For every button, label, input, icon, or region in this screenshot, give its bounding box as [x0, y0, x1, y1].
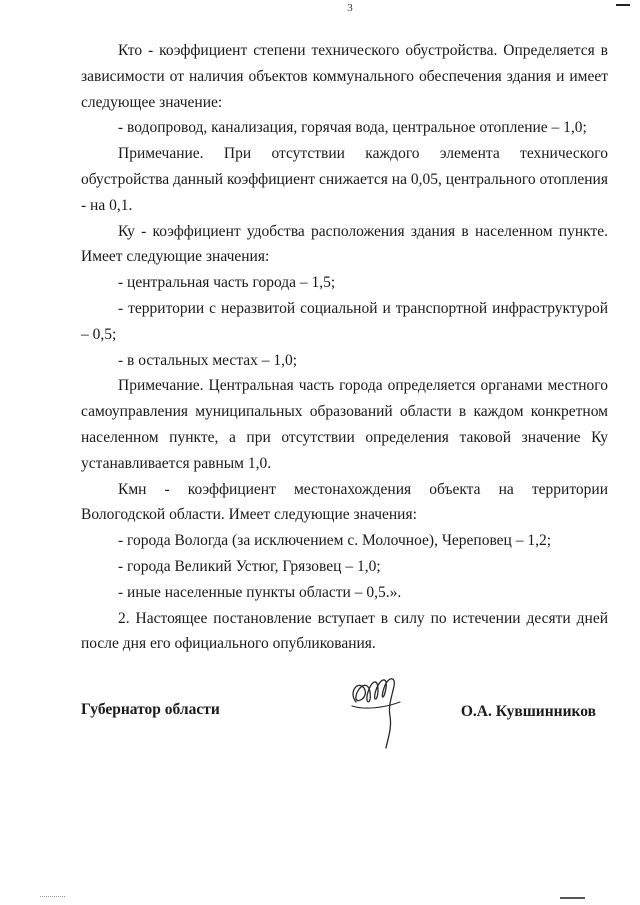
paragraph-kmn-vologda: - города Вологда (за исключением с. Молочное), Череповец – 1,2;: [118, 532, 552, 550]
paragraph-kmn-ustyug: - города Великий Устюг, Грязовец – 1,0;: [118, 557, 381, 575]
handwritten-signature: [344, 672, 414, 755]
corner-scan-mark: [616, 0, 630, 6]
paragraph-ku-undeveloped: - территории с неразвитой социальной и транспортной инфраструктурой – 0,5;: [81, 299, 608, 343]
bottom-scan-mark-right: [560, 895, 585, 899]
paragraph-kto-note: Примечание. При отсутствии каждого элемента технического обустройства данный коэффициент снижается на 0,05, центрального отопления - на 0,1.: [81, 145, 608, 214]
paragraph-ku-definition: Ку - коэффициент удобства расположения здания в населенном пункте. Имеет следующие значения:: [81, 222, 608, 266]
paragraph-kmn-other: - иные населенные пункты области – 0,5.».: [118, 583, 402, 601]
signature-block: [81, 697, 608, 757]
paragraph-ku-other: - в остальных местах – 1,0;: [118, 351, 298, 369]
paragraph-kto-value: - водопровод, канализация, горячая вода, центральное отопление – 1,0;: [118, 119, 587, 137]
signatory-title: Губернатор области: [81, 701, 220, 718]
paragraph-kmn-definition: Кмн - коэффициент местонахождения объекта на территории Вологодской области. Имеет следующие значения:: [81, 480, 608, 524]
paragraph-ku-center: - центральная часть города – 1,5;: [118, 274, 336, 292]
signatory-name: О.А. Кувшинников: [460, 703, 596, 720]
paragraph-kto-definition: Кто - коэффициент степени технического обустройства. Определяется в зависимости от наличия объектов коммунального обеспечения здания и имеет следующее значение:: [81, 42, 608, 111]
paragraph-ku-note: Примечание. Центральная часть города определяется органами местного самоуправления муниципальных образований области в каждом конкретном населенном пункте, а при отсутствии определения таковой значение Ку устанавливается равным 1,0.: [81, 377, 608, 472]
bottom-scan-mark-left: [40, 895, 65, 897]
document-body: [81, 38, 608, 657]
paragraph-effective-date: 2. Настоящее постановление вступает в силу по истечении десяти дней после дня его официального опубликования.: [81, 609, 608, 653]
page-number: 3: [347, 2, 353, 14]
